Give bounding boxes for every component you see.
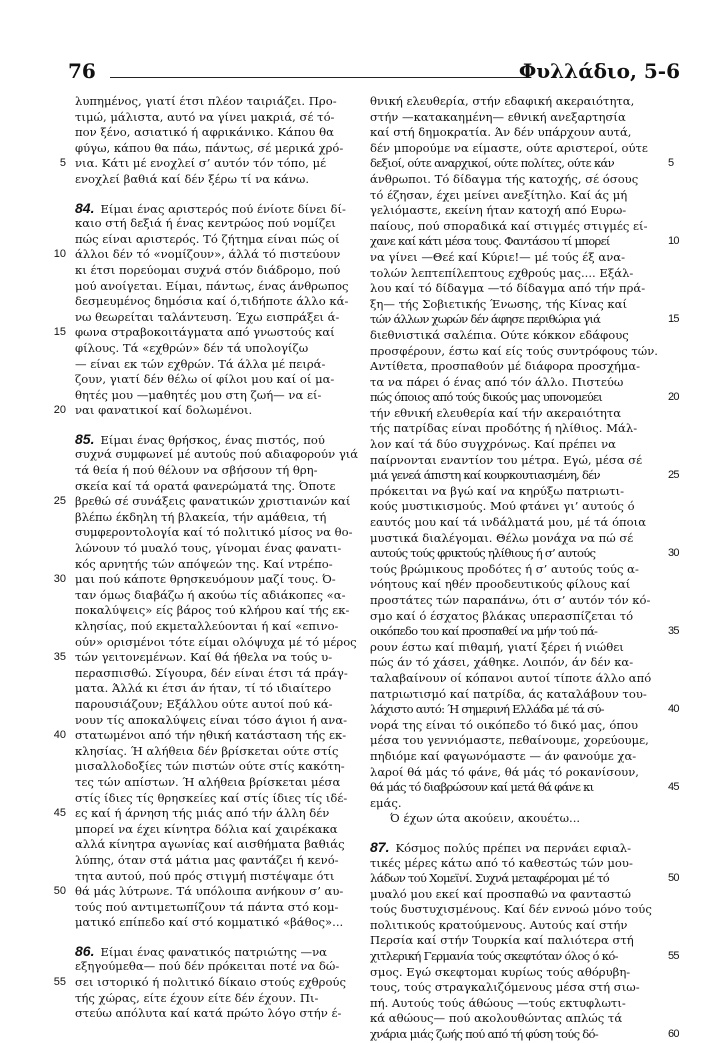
text-line: [75, 479, 365, 495]
text-line: [75, 141, 365, 157]
line-text: οικόπεδο του καί προσπαθεί να μήν τού πά-: [370, 624, 598, 639]
line-number: 20: [668, 391, 679, 404]
line-number: 25: [53, 495, 66, 508]
text-line: [370, 110, 660, 126]
text-line: [370, 856, 660, 872]
line-text: κά αθώους— πού ακολουθώντας απλώς τά: [370, 1011, 623, 1026]
line-text: σκεία καί τά ορατά φανερώματά της. Όποτε: [75, 478, 336, 493]
line-number: 50: [668, 872, 679, 885]
text-line: [370, 949, 679, 965]
text-line: [75, 619, 365, 635]
line-text: λου καί τό δίδαγμα —τό δίδαγμα από τήν πρά-: [370, 281, 646, 296]
line-text: τής χώρας, είτε έχουν είτε δέν έχουν. Πι-: [75, 990, 319, 1005]
line-text: Είμαι ένας φανατικός πατριώτης —να: [100, 944, 328, 959]
text-line: [370, 266, 660, 282]
text-line: [370, 94, 660, 110]
line-text: λαροί θά μάς τό φάνε, θά μάς τό ροκανίσουν,: [370, 764, 639, 779]
text-line: [370, 1027, 679, 1043]
paragraph-gap: [75, 188, 365, 201]
line-number: 55: [668, 950, 679, 963]
line-text: τούς βρώμικους προδότες ή σ’ αυτούς τούς α-: [370, 561, 639, 576]
line-text: τών άλλων χωρών δέν άφησε περιθώρια γιά: [370, 312, 601, 327]
line-text: φωνα στραβοκοιτάγματα από γνωστούς καί: [75, 325, 335, 340]
text-line: [370, 765, 660, 781]
text-line: [370, 312, 679, 328]
line-text: προσφέρουν, έστω καί είς τούς συντρόφους τών.: [370, 343, 658, 358]
text-line: [59, 156, 365, 172]
left-column: [53, 94, 365, 1022]
line-text: λυπημένος, γιατί έτσι πλέον ταιριάζει. Προ-: [75, 94, 337, 108]
text-line: [370, 918, 660, 934]
line-text: τό έζησαν, έχει μείνει ανεξίτηλο. Καί άς μή: [370, 187, 628, 202]
line-text: αλλά κίνητρα αγωνίας καί αισθήματα βαθιάς: [75, 837, 345, 852]
section-number: 84.: [75, 199, 95, 216]
text-line: [370, 546, 679, 562]
text-line: [370, 718, 660, 734]
text-line: [370, 609, 660, 625]
text-line: [370, 297, 660, 313]
text-line: [75, 1006, 365, 1022]
text-line: [75, 557, 365, 573]
text-line: [370, 702, 679, 718]
right-column: [370, 94, 679, 1043]
text-line: [53, 650, 365, 666]
line-text: πώς άν τό χάσει, χάθηκε. Λοιπόν, άν δέν κα-: [370, 655, 634, 670]
line-text: ματικό επίπεδο καί στό κομματικό «βάθος»...: [75, 915, 344, 930]
line-text: πή. Αυτούς τούς άθώους —τούς εκτυφλωτι-: [370, 995, 626, 1010]
text-line: [370, 577, 660, 593]
text-line: [370, 250, 660, 266]
paragraph-gap: [75, 931, 365, 944]
line-text: κλησίας, πού εκμεταλλεύονται ή καί «επινο-: [75, 619, 339, 633]
line-text: βρεθώ σέ συνάξεις φανατικών χριστιανών καί: [75, 494, 351, 509]
text-line: [75, 263, 365, 279]
text-line: [75, 216, 365, 232]
line-text: κός αρνητής τών απόψεών της. Καί ντρέπο-: [75, 556, 333, 571]
line-text: θά μάς τό διαβρώσουν καί μετά θά φάνε κι: [370, 780, 594, 795]
line-text: ταν όμως διαβάζω ή ακούω τίς αδιάκοπες «α-: [75, 587, 346, 602]
text-line: [75, 588, 365, 604]
line-text: αυτούς τούς φρικτούς ηλίθιους ή σ’ αυτούς: [370, 546, 596, 561]
line-text: ταλαβαίνουν οί κόπανοι αυτοί τίποτε άλλο από: [370, 670, 652, 685]
line-text: λύπης, όταν στά μάτια μας φαντάζει ή κενό-: [75, 852, 339, 867]
line-number: 10: [668, 235, 679, 248]
text-line: [75, 172, 365, 188]
line-text: βλέπω έκδηλη τή βλακεία, τήν αμάθεια, τή: [75, 509, 327, 524]
line-text: τήν εθνική ελευθερία καί τήν ακεραιότητα: [370, 405, 622, 420]
text-line: [75, 759, 365, 775]
text-line: [370, 499, 660, 515]
line-text: πολιτικούς κρατούμενους. Αυτούς καί στήν: [370, 917, 628, 932]
line-number: 10: [53, 248, 66, 261]
line-text: δέν μπορούμε να είμαστε, ούτε αριστεροί, ούτε: [370, 140, 648, 155]
line-text: εαυτός μου καί τά ινδάλματά μου, μέ τά όποια: [370, 515, 647, 530]
text-line: [75, 991, 365, 1007]
text-line: [75, 900, 365, 916]
text-line: [370, 780, 679, 796]
text-line: [53, 403, 365, 419]
text-line: [53, 325, 365, 341]
text-line: [370, 156, 674, 172]
text-line: [370, 671, 660, 687]
text-line: [370, 749, 660, 765]
text-line: [370, 515, 660, 531]
line-text: πηδιόμε καί φαγωνόμαστε — άν φανούμε χα-: [370, 748, 637, 763]
line-text: τιμώ, μάλιστα, αυτό να γίνει μακριά, σέ τό-: [75, 109, 335, 124]
text-line: [75, 432, 365, 448]
line-text: ούν» ορισμένοι τότε είμαι ολόψυχα μέ τό μέρος: [75, 634, 357, 649]
line-text: χανε καί κάτι μέσα τους. Φαντάσου τί μπορεί: [370, 234, 610, 249]
line-text: χνάρια μιάς ζωής πού από τή φύση τούς δό-: [370, 1027, 598, 1042]
line-text: Κόσμος πολύς πρέπει να περνάει εφιαλ-: [395, 840, 632, 855]
line-text: προστάτες τών παραπάνω, ότι σ’ αυτόν τόν κό-: [370, 593, 651, 607]
line-number: 25: [668, 469, 679, 482]
line-text: ματα. Άλλά κι έτσι άν ήταν, τί τό ιδιαίτερο: [75, 681, 332, 696]
line-text: τά θεία ή πού θέλουν να σβήσουν τή θρη-: [75, 463, 318, 478]
text-line: [370, 375, 660, 391]
line-text: ες καί ή άρνηση τής μιάς από τήν άλλη δέν: [75, 806, 330, 821]
section-number: 86.: [75, 942, 95, 959]
line-text: μού ανοίγεται. Είμαι, πάντως, ένας άνθρωπος: [75, 278, 349, 293]
line-text: να γίνει —Θεέ καί Κύριε!— μέ τούς έξ ανα-: [370, 249, 625, 264]
text-line: [75, 697, 365, 713]
line-text: κλησίας. Ή αλήθεια δέν βρίσκεται ούτε στίς: [75, 743, 339, 758]
text-line: [370, 437, 660, 453]
line-text: ενοχλεί βαθιά καί δέν ξέρω τί να κάνω.: [75, 171, 310, 186]
line-number: 15: [668, 313, 679, 326]
text-line: [75, 341, 365, 357]
line-text: τες τών απίστων. Ή αλήθεια βρίσκεται μέσα: [75, 774, 341, 789]
text-line: [370, 593, 660, 609]
text-line: [75, 201, 365, 217]
line-text: Ό έχων ώτα ακούειν, ακουέτω...: [390, 811, 581, 826]
text-line: [370, 359, 660, 375]
text-line: [75, 603, 365, 619]
text-line: [370, 811, 660, 827]
text-line: [370, 687, 660, 703]
text-line: [75, 125, 365, 141]
line-text: τολών λεπτεπίλεπτους εχθρούς μας.... Εξάλ-: [370, 265, 634, 280]
text-line: [75, 541, 365, 557]
text-line: [75, 94, 365, 110]
text-line: [370, 344, 660, 360]
text-line: [370, 406, 660, 422]
text-line: [370, 933, 660, 949]
text-line: [75, 510, 365, 526]
line-text: πατριωτισμό καί πατρίδα, άς καταλάβουν του-: [370, 686, 647, 701]
line-text: τούς δυστυχισμένους. Καί δέν εννοώ μόνο τούς: [370, 902, 652, 917]
line-text: νω θεωρείται ταλάντευση. Έχω εισπράξει ά-: [75, 309, 340, 324]
text-line: [75, 681, 365, 697]
text-line: [370, 655, 660, 671]
line-text: πώς είναι αριστερός. Τό ζήτημα είναι πώς οί: [75, 231, 340, 246]
line-text: συμφεροντολογία καί τό πολιτικό μίσος να θο-: [75, 525, 353, 540]
text-line: [370, 188, 660, 204]
line-text: κι έτσι πορεύομαι συχνά στόν διάδρομο, πού: [75, 262, 341, 277]
text-line: [370, 390, 679, 406]
text-line: [370, 871, 679, 887]
text-line: [370, 562, 660, 578]
line-text: μισαλλοδοξίες τών πιστών ούτε στίς κακότη-: [75, 759, 345, 774]
line-text: μιά γενεά άπιστη καί κουρκουτιασμένη, δέν: [370, 468, 600, 483]
text-line: [370, 328, 660, 344]
line-text: τούς πού αντιμετωπίζουν τά πάντα στό κομ-: [75, 899, 339, 914]
line-text: νια. Κάτι μέ ενοχλεί σ’ αυτόν τόν τόπο, μέ: [75, 156, 327, 171]
line-number: 30: [53, 573, 66, 586]
text-line: [370, 840, 660, 856]
text-line: [75, 357, 365, 373]
text-line: [370, 965, 660, 981]
text-line: [75, 279, 365, 295]
line-text: τητα αυτού, πού πρός στιγμή πιστέψαμε ότι: [75, 868, 335, 883]
text-line: [370, 902, 660, 918]
line-text: λον καί τά δύο συγχρόνως. Καί πρέπει να: [370, 437, 616, 452]
line-text: καιο στή δεξιά ή ένας κεντρώος πού νομίζει: [75, 216, 336, 231]
line-text: φύγω, κάπου θα πάω, πάντως, σέ μερικά χρό-: [75, 140, 344, 155]
text-line: [370, 887, 660, 903]
line-text: γελιόμαστε, εκείνη ήταν κατοχή από Ευρω-: [370, 203, 627, 218]
text-line: [75, 959, 365, 975]
line-text: μυστικά διαλέγομαι. Θέλω μονάχα να πώ σέ: [370, 530, 634, 545]
line-text: κούς μυστικισμούς. Μού φτάνει γι’ αυτούς ό: [370, 499, 635, 514]
text-line: [75, 447, 365, 463]
line-text: πώς όποιος από τούς δικούς μας υπονομεύει: [370, 390, 603, 405]
text-line: [75, 666, 365, 682]
line-text: σει ιστορικό ή πολιτικό δίκαιο στούς εχθρούς: [75, 975, 346, 990]
text-line: [75, 853, 365, 869]
text-line: [75, 837, 365, 853]
page-number: 76: [68, 59, 96, 83]
line-text: στήν —κατακαημένη— εθνική ανεξαρτησία: [370, 109, 626, 124]
line-number: 35: [53, 651, 66, 664]
line-number: 40: [53, 729, 66, 742]
line-text: δεξιοί, ούτε αναρχικοί, ούτε πολίτες, ούτε κάν: [370, 156, 615, 171]
line-number: 45: [53, 807, 66, 820]
running-title: Φυλλάδιο, 5-6: [518, 59, 680, 83]
line-text: άνθρωποι. Τό δίδαγμα τής κατοχής, σέ όσους: [370, 171, 639, 186]
text-line: [75, 463, 365, 479]
text-line: [75, 944, 365, 960]
line-text: θά μάς λύτρωνε. Τά υπόλοιπα ανήκουν σ’ αυ-: [75, 884, 344, 899]
line-text: πρόκειται να βγώ καί να κηρύξω πατριωτι-: [370, 483, 625, 498]
line-text: στατωμένοι από τήν ηθική κατάσταση τής εκ-: [75, 728, 347, 743]
text-line: [370, 281, 660, 297]
line-text: — είναι εκ τών εχθρών. Τά άλλα μέ πειρά-: [75, 356, 326, 371]
text-line: [53, 494, 365, 510]
line-number: 30: [668, 547, 679, 560]
line-text: τους, τούς στραγκαλιζόμενους μέσα στή σιω-: [370, 980, 640, 995]
line-text: σμος. Εγώ σκεφτομαι κυρίως τούς αθόρυβη-: [370, 964, 631, 979]
text-line: [75, 232, 365, 248]
text-line: [370, 219, 660, 235]
text-line: [53, 806, 365, 822]
line-text: λάχιστο αυτό: Ή σημερινή Ελλάδα μέ τά σύ-: [370, 702, 604, 717]
line-text: στεύω απόλυτα καί κατά πρώτο λόγο στήν έ-: [75, 1006, 342, 1021]
line-text: δεσμευμένος δημόσια καί ό,τιδήποτε άλλο κά-: [75, 294, 349, 309]
line-text: λώνουν τό μυαλό τους, γίνομαι ένας φανατι-: [75, 541, 342, 556]
line-text: άλλοι δέν τό «νομίζουν», άλλά τό πιστεύουν: [75, 247, 341, 262]
line-text: παρουσιάζουν; Εξάλλου ούτε αυτοί πού κά-: [75, 696, 333, 711]
line-text: Είμαι ένας αριστερός πού ένίοτε δίνει δί-: [100, 201, 346, 216]
text-line: [75, 635, 365, 651]
line-text: Είμαι ένας θρήσκος, ένας πιστός, πού: [100, 432, 325, 447]
section-number: 85.: [75, 430, 95, 447]
line-text: συχνά συμφωνεί μέ αυτούς πού αδιαφορούν γιά: [75, 447, 359, 462]
text-line: [75, 791, 365, 807]
line-text: τα να πάρει ό ένας από τόν άλλο. Πιστεύω: [370, 374, 624, 389]
text-line: [370, 172, 660, 188]
line-text: ζουν, γιατί δέν θέλω οί φίλοι μου καί οί μα-: [75, 372, 335, 387]
line-number: 45: [668, 781, 679, 794]
line-text: τών γειτονεμένων. Καί θά ήθελα να τούς υ-: [75, 650, 333, 665]
line-text: μέσα του γεννιόμαστε, πεθαίνουμε, χορεύουμε,: [370, 733, 649, 748]
line-text: σμο καί ό έσχατος βλάκας υπερασπίζεται τό: [370, 608, 634, 623]
header-rule: [110, 77, 530, 78]
text-line: [75, 110, 365, 126]
text-line: [370, 640, 660, 656]
text-line: [370, 421, 660, 437]
text-line: [370, 453, 660, 469]
line-text: νόητους καί ηθέν προοδευτικούς φίλους καί: [370, 577, 631, 592]
text-line: [75, 775, 365, 791]
line-text: ναι φανατικοί καί δολωμένοι.: [75, 403, 253, 418]
line-text: Περσία καί στήν Τουρκία καί παλιότερα στή: [370, 933, 634, 948]
line-number: 35: [668, 625, 679, 638]
text-line: [53, 572, 365, 588]
line-number: 5: [668, 157, 674, 170]
line-text: παίρνονται εναντίον του μέτρα. Εγώ, μέσα σέ: [370, 452, 643, 467]
line-text: ξη— τής Σοβιετικής Ένωσης, τής Κίνας καί: [370, 296, 627, 311]
text-line: [53, 728, 365, 744]
line-text: ρουν έστω καί πιθαμή, γιατί ξέρει ή νιώθει: [370, 639, 624, 654]
text-line: [75, 372, 365, 388]
text-line: [370, 141, 660, 157]
text-line: [75, 915, 365, 931]
line-number: 15: [53, 326, 66, 339]
line-number: 5: [59, 157, 66, 170]
paragraph-gap: [370, 827, 660, 840]
text-line: [370, 624, 679, 640]
line-text: καί στή δημοκρατία. Άν δέν υπάρχουν αυτά,: [370, 125, 632, 140]
line-number: 40: [668, 703, 679, 716]
line-text: νορά της είναι τό οικόπεδο τό δικό μας, όπου: [370, 717, 639, 732]
line-text: θητές μου —μαθητές μου στη ζωή— να εί-: [75, 387, 322, 402]
text-line: [75, 294, 365, 310]
text-line: [53, 975, 365, 991]
line-text: φίλους. Τά «εχθρών» δέν τά υπολογίζω: [75, 340, 309, 355]
text-line: [75, 869, 365, 885]
line-text: μπορεί να έχει κίνητρα δόλια καί χαιρέκακα: [75, 821, 338, 836]
line-number: 55: [53, 976, 66, 989]
text-line: [370, 125, 660, 141]
text-line: [53, 247, 365, 263]
text-line: [370, 1011, 660, 1027]
line-text: νουν τίς αποκαλύψεις είναι τόσο άγιοι ή ανα-: [75, 712, 348, 727]
text-line: [75, 822, 365, 838]
text-line: [75, 388, 365, 404]
line-text: μυαλό μου εκεί καί προσπαθώ να φανταστώ: [370, 886, 631, 901]
text-line: [370, 796, 660, 812]
text-line: [75, 744, 365, 760]
text-line: [370, 980, 660, 996]
line-text: εξηγούμεθα— πού δέν πρόκειται ποτέ να δώ-: [75, 959, 340, 974]
line-text: Αντίθετα, προσπαθούν μέ διάφορα προσχήμα-: [370, 359, 641, 374]
line-text: στίς ίδιες τίς θρησκείες καί στίς ίδιες τίς ιδέ-: [75, 790, 348, 805]
line-text: θνική ελευθερία, στήν εδαφική ακεραιότητα,: [370, 94, 635, 108]
page-header: [40, 56, 680, 86]
text-line: [370, 996, 660, 1012]
text-line: [75, 713, 365, 729]
line-text: χιτλερική Γερμανία τούς σκεφτόταν όλος ό κό-: [370, 949, 618, 964]
text-line: [370, 203, 660, 219]
line-number: 50: [53, 885, 66, 898]
line-text: διεθνιστικά σαλέπια. Ούτε κόκκον εδάφους: [370, 327, 629, 342]
line-text: τής πατρίδας είναι προδότης ή ηλίθιος. Μάλ-: [370, 421, 638, 436]
text-line: [53, 884, 365, 900]
text-line: [370, 733, 660, 749]
paragraph-gap: [75, 419, 365, 432]
text-line: [370, 531, 660, 547]
text-line: [370, 468, 679, 484]
line-text: εμάς.: [370, 795, 402, 810]
line-number: 20: [53, 404, 66, 417]
line-text: τικές μέρες κάτω από τό καθεστώς τών μου-: [370, 855, 633, 870]
section-number: 87.: [370, 838, 390, 855]
line-text: λάδων τού Χομεϊνί. Συχνά μεταφέρομαι μέ τό: [370, 871, 609, 886]
line-text: περασπισθώ. Σίγουρα, δέν είναι έτσι τά πράγ-: [75, 665, 348, 680]
line-number: 60: [668, 1028, 679, 1041]
line-text: μαι πού κάποτε θρησκευόμουν μαζί τους. Ό-: [75, 572, 336, 587]
line-text: πον ξένο, ασιατικό ή αφρικάνικο. Κάπου θα: [75, 125, 334, 140]
line-text: ποκαλύψεις» είς βάρος τού κλήρου καί τής εκ-: [75, 603, 350, 618]
line-text: παίους, πού σποραδικά καί στιγμές στιγμές εί-: [370, 218, 648, 233]
text-line: [370, 484, 660, 500]
text-line: [75, 310, 365, 326]
text-line: [370, 234, 679, 250]
text-line: [75, 525, 365, 541]
